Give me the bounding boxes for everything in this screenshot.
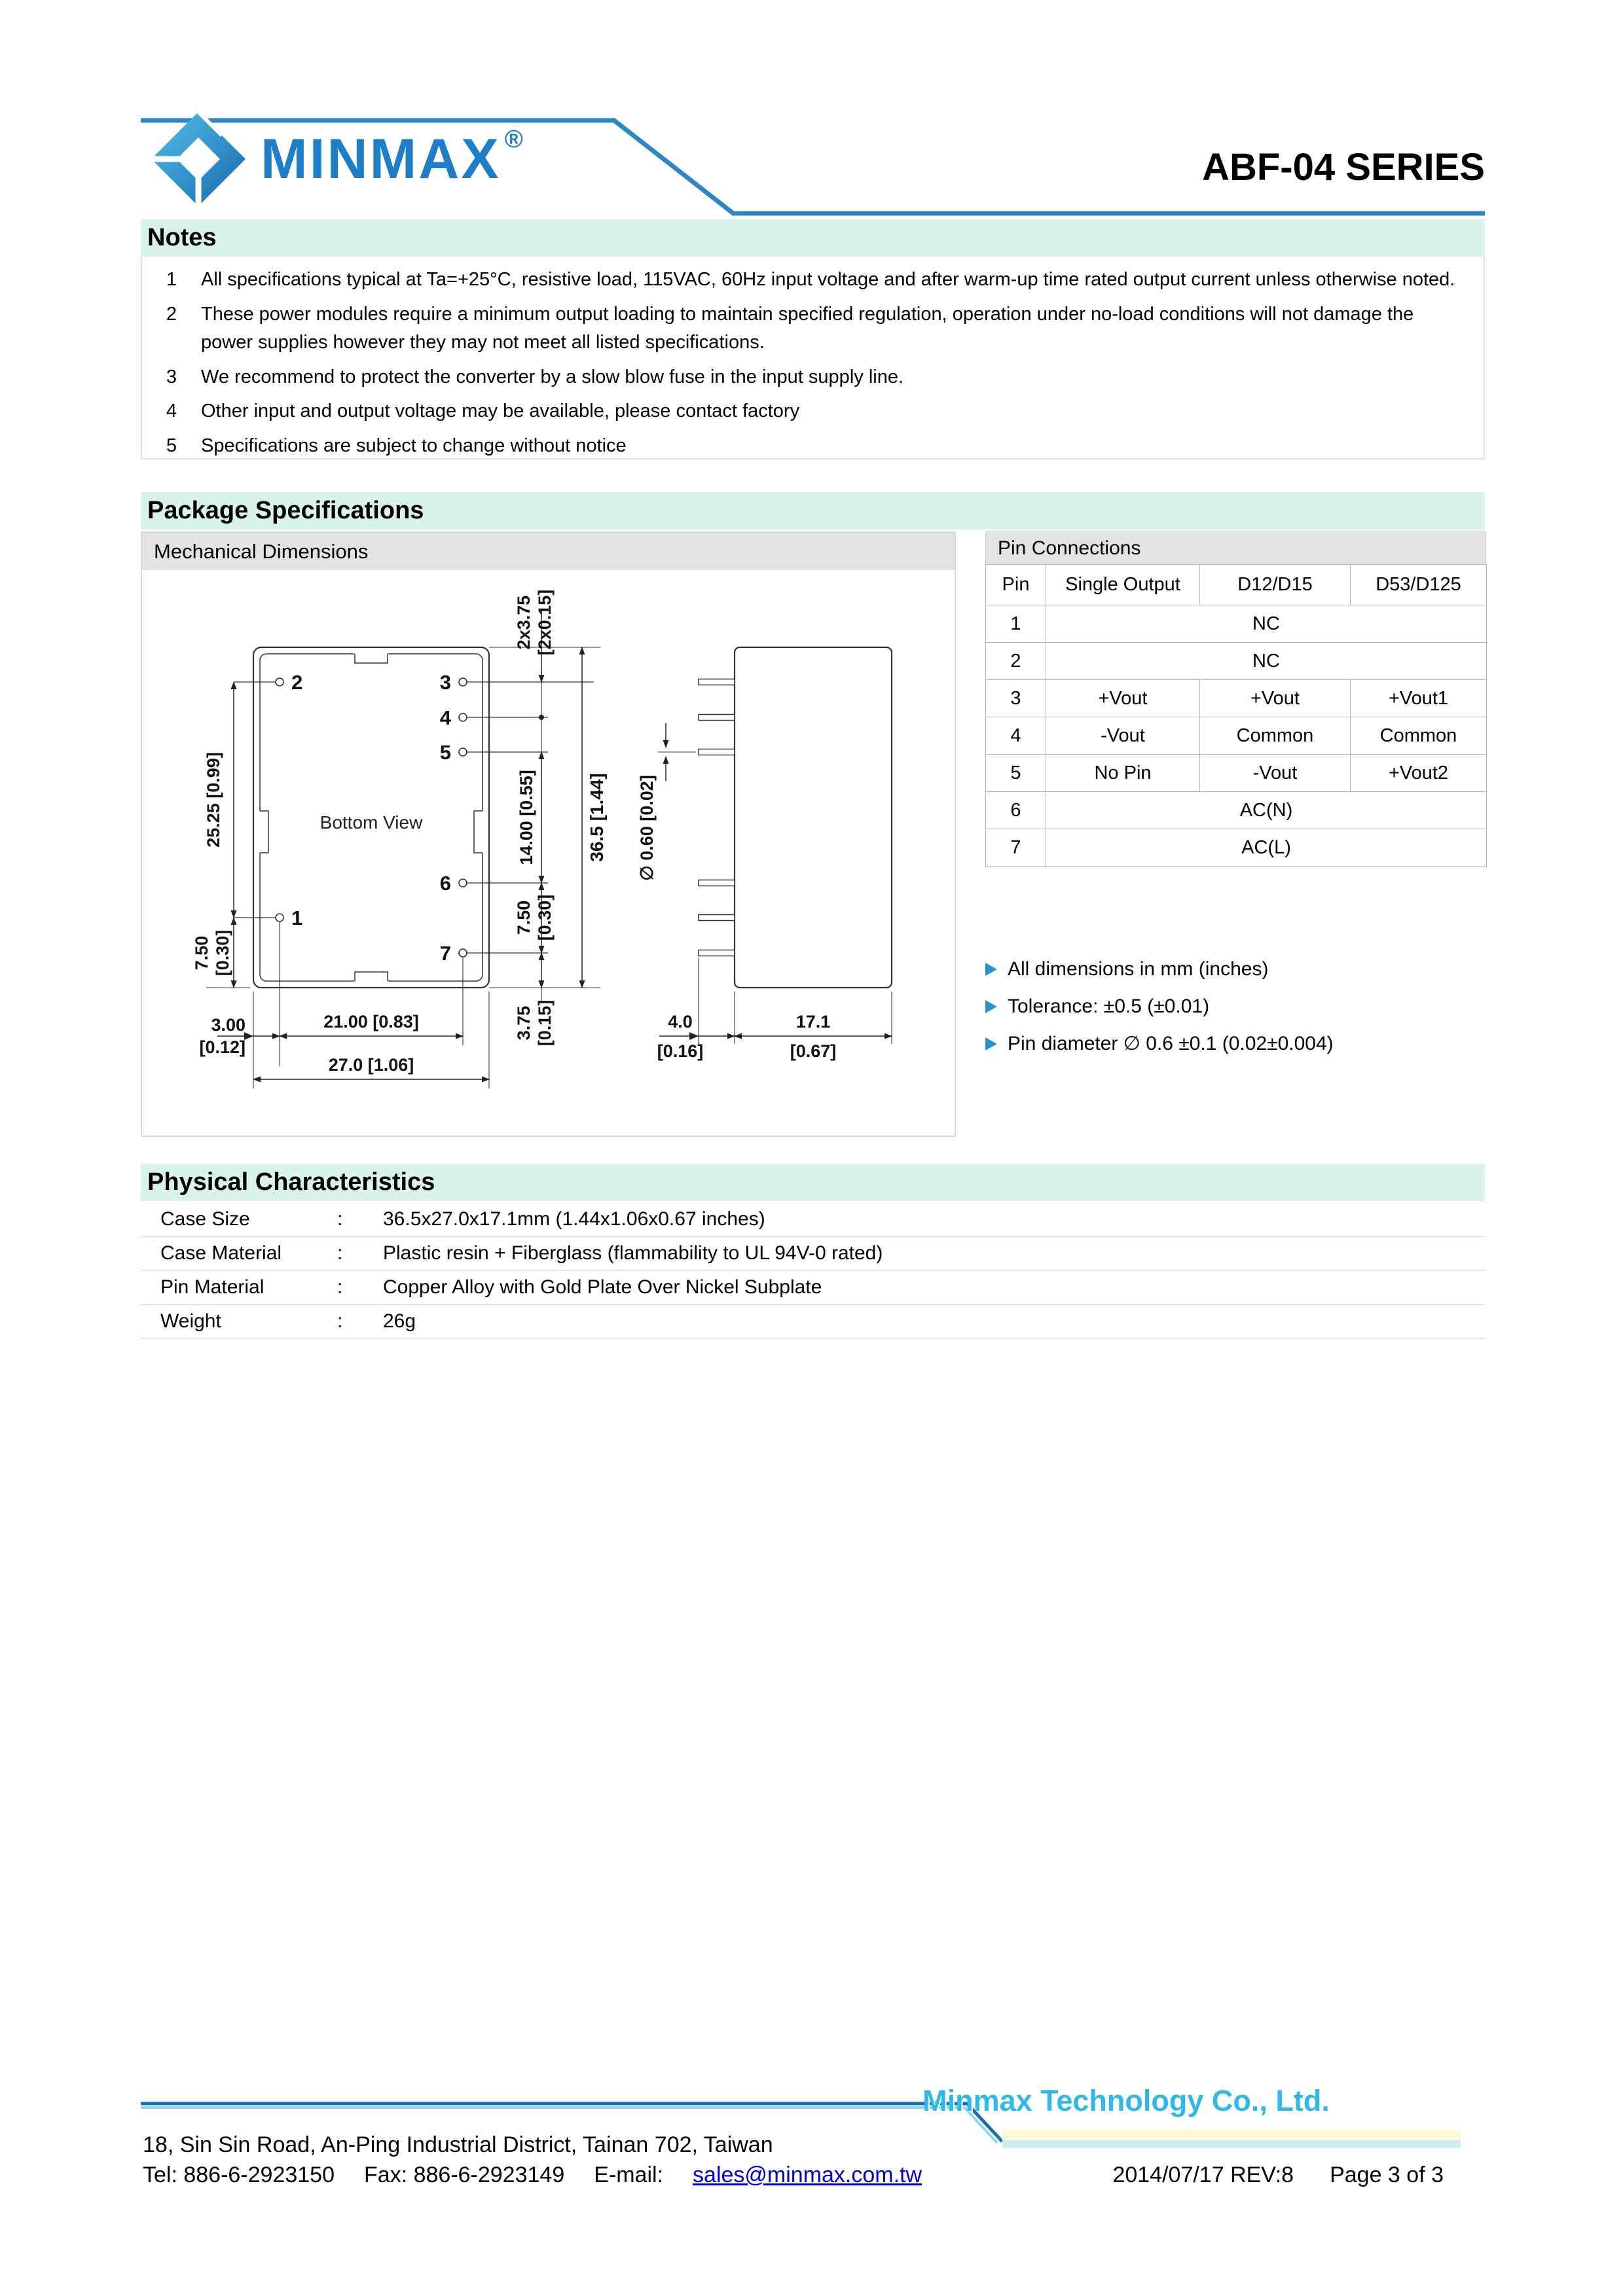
pin-cell: 5 [986, 755, 1046, 792]
company-name: Minmax Technology Co., Ltd. [922, 2084, 1330, 2117]
table-row [986, 680, 1487, 717]
note-item [142, 397, 1484, 426]
value-cell: Common [1200, 717, 1351, 755]
col-header-d12-d15: D12/D15 [1200, 565, 1351, 605]
dim-2x375-in: [2x0.15] [535, 589, 555, 656]
note-item [142, 363, 1484, 392]
dim-7-50-right-mm: 7.50 [514, 900, 534, 935]
dimension-note [985, 988, 1334, 1025]
tel-number: Tel: 886-6-2923150 [143, 2162, 335, 2187]
characteristic-separator: : [337, 1208, 343, 1230]
note-number: 2 [166, 303, 177, 325]
dim-36-5: 36.5 [1.44] [587, 773, 607, 862]
table-row [986, 643, 1487, 680]
pin-label-7: 7 [439, 942, 451, 965]
note-text: Other input and output voltage may be available, please contact factory [201, 401, 800, 422]
note-number: 1 [166, 269, 177, 290]
pin-label-1: 1 [291, 906, 303, 929]
registered-mark-icon: ® [504, 125, 523, 153]
mechanical-dimensions-panel [141, 531, 956, 1137]
dim-3-75-mm: 3.75 [514, 1005, 534, 1041]
date-revision: 2014/07/17 REV:8 [1112, 2162, 1294, 2187]
minmax-diamond-icon [149, 110, 247, 208]
table-row [986, 829, 1487, 867]
pin-label-4: 4 [439, 706, 451, 729]
note-number: 5 [166, 435, 177, 456]
notes-list [141, 257, 1485, 459]
bullet-arrow-icon [985, 1037, 997, 1050]
pin-cell: 3 [986, 680, 1046, 717]
value-cell: +Vout [1200, 680, 1351, 717]
characteristic-value: Copper Alloy with Gold Plate Over Nickel Subplate [383, 1276, 822, 1298]
table-row [986, 755, 1487, 792]
package-section-header: Package Specifications [141, 492, 1485, 529]
notes-section-header: Notes [141, 219, 1485, 257]
dim-17-1-in: [0.67] [790, 1041, 837, 1061]
note-text: All specifications typical at Ta=+25°C, resistive load, 115VAC, 60Hz input voltage and after warm-up time rated output current unless otherwise noted. [201, 269, 1455, 290]
note-text: We recommend to protect the converter by a slow blow fuse in the input supply line. [201, 366, 904, 387]
value-cell: AC(N) [1046, 792, 1487, 829]
table-header-row [986, 565, 1487, 605]
characteristic-separator: : [337, 1276, 343, 1298]
characteristic-label: Case Size [160, 1208, 250, 1230]
table-row [986, 605, 1487, 643]
pin-connections-panel [985, 531, 1486, 867]
dimension-note-text: Tolerance: ±0.5 (±0.01) [1008, 995, 1210, 1017]
physical-characteristics-list [141, 1203, 1485, 1339]
characteristic-value: 36.5x27.0x17.1mm (1.44x1.06x0.67 inches) [383, 1208, 765, 1230]
value-cell: -Vout [1200, 755, 1351, 792]
series-title: ABF-04 SERIES [1202, 146, 1485, 188]
value-cell: +Vout [1046, 680, 1200, 717]
email-label: E-mail: [594, 2162, 664, 2187]
characteristic-separator: : [337, 1310, 343, 1332]
company-address: 18, Sin Sin Road, An-Ping Industrial District, Tainan 702, Taiwan [143, 2132, 773, 2157]
dimension-note [985, 1025, 1334, 1062]
pin-connections-title: Pin Connections [985, 531, 1486, 564]
dim-3-00-in: [0.12] [199, 1037, 246, 1057]
table-row [986, 792, 1487, 829]
note-item [142, 300, 1484, 357]
bottom-view-label: Bottom View [319, 812, 423, 833]
characteristic-label: Pin Material [160, 1276, 264, 1298]
note-text: These power modules require a minimum output loading to maintain specified regulation, operation under no-load conditions will not damage the power supplies however they may not meet all listed specifications. [201, 303, 1414, 353]
dim-7-50-left-mm: 7.50 [192, 935, 211, 971]
dim-14-00: 14.00 [0.55] [517, 770, 536, 865]
characteristic-value: Plastic resin + Fiberglass (flammability to UL 94V-0 rated) [383, 1242, 883, 1264]
dimension-notes [985, 950, 1334, 1062]
table-row [986, 717, 1487, 755]
value-cell: NC [1046, 605, 1487, 643]
contact-line [143, 2162, 922, 2188]
minmax-logo [149, 110, 523, 208]
note-text: Specifications are subject to change without notice [201, 435, 627, 456]
col-header-single-output: Single Output [1046, 565, 1200, 605]
dim-21-00: 21.00 [0.83] [323, 1012, 419, 1031]
characteristic-separator: : [337, 1242, 343, 1264]
characteristic-value: 26g [383, 1310, 416, 1332]
characteristic-row [141, 1271, 1485, 1305]
physical-section-header: Physical Characteristics [141, 1164, 1485, 1201]
dimension-note-text: All dimensions in mm (inches) [1008, 958, 1269, 980]
dim-2x375-mm: 2x3.75 [514, 595, 534, 650]
note-number: 3 [166, 366, 177, 387]
pin-cell: 2 [986, 643, 1046, 680]
dimension-note [985, 950, 1334, 988]
dim-27-0: 27.0 [1.06] [328, 1055, 414, 1075]
pin-label-2: 2 [291, 671, 303, 694]
characteristic-row [141, 1237, 1485, 1271]
value-cell: -Vout [1046, 717, 1200, 755]
value-cell: +Vout1 [1351, 680, 1487, 717]
bullet-arrow-icon [985, 1000, 997, 1013]
dim-4-0-mm: 4.0 [668, 1012, 693, 1031]
brand-name: MINMAX [261, 127, 501, 190]
dim-pin-diameter: ∅ 0.60 [0.02] [637, 775, 657, 881]
pin-label-6: 6 [439, 872, 451, 895]
value-cell: AC(L) [1046, 829, 1487, 867]
value-cell: NC [1046, 643, 1487, 680]
note-item [142, 432, 1484, 461]
email-link[interactable]: sales@minmax.com.tw [693, 2162, 922, 2187]
value-cell: Common [1351, 717, 1487, 755]
value-cell: No Pin [1046, 755, 1200, 792]
value-cell: +Vout2 [1351, 755, 1487, 792]
dim-3-00-mm: 3.00 [211, 1015, 246, 1035]
pin-connections-table [985, 564, 1487, 867]
mechanical-dimensions-title: Mechanical Dimensions [142, 533, 955, 570]
pin-label-5: 5 [439, 741, 451, 764]
pin-cell: 1 [986, 605, 1046, 643]
characteristic-row [141, 1203, 1485, 1237]
pin-cell: 4 [986, 717, 1046, 755]
col-header-d53-d125: D53/D125 [1351, 565, 1487, 605]
pin-label-3: 3 [439, 671, 451, 694]
dim-4-0-in: [0.16] [657, 1041, 704, 1061]
dim-7-50-left-in: [0.30] [213, 929, 232, 977]
dim-7-50-right-in: [0.30] [535, 894, 555, 941]
col-header-pin: Pin [986, 565, 1046, 605]
characteristic-row [141, 1305, 1485, 1339]
characteristic-label: Weight [160, 1310, 221, 1332]
revision-info [1112, 2162, 1444, 2188]
page-number: Page 3 of 3 [1330, 2162, 1444, 2187]
dim-3-75-in: [0.15] [535, 999, 555, 1047]
note-item [142, 266, 1484, 295]
pin-cell: 7 [986, 829, 1046, 867]
note-number: 4 [166, 401, 177, 422]
dim-25-25: 25.25 [0.99] [204, 752, 223, 848]
mechanical-drawing [142, 570, 955, 1136]
pin-cell: 6 [986, 792, 1046, 829]
characteristic-label: Case Material [160, 1242, 282, 1264]
dimension-note-text: Pin diameter ∅ 0.6 ±0.1 (0.02±0.004) [1008, 1033, 1334, 1054]
bullet-arrow-icon [985, 963, 997, 976]
dim-17-1-mm: 17.1 [795, 1012, 831, 1031]
fax-number: Fax: 886-6-2923149 [364, 2162, 565, 2187]
